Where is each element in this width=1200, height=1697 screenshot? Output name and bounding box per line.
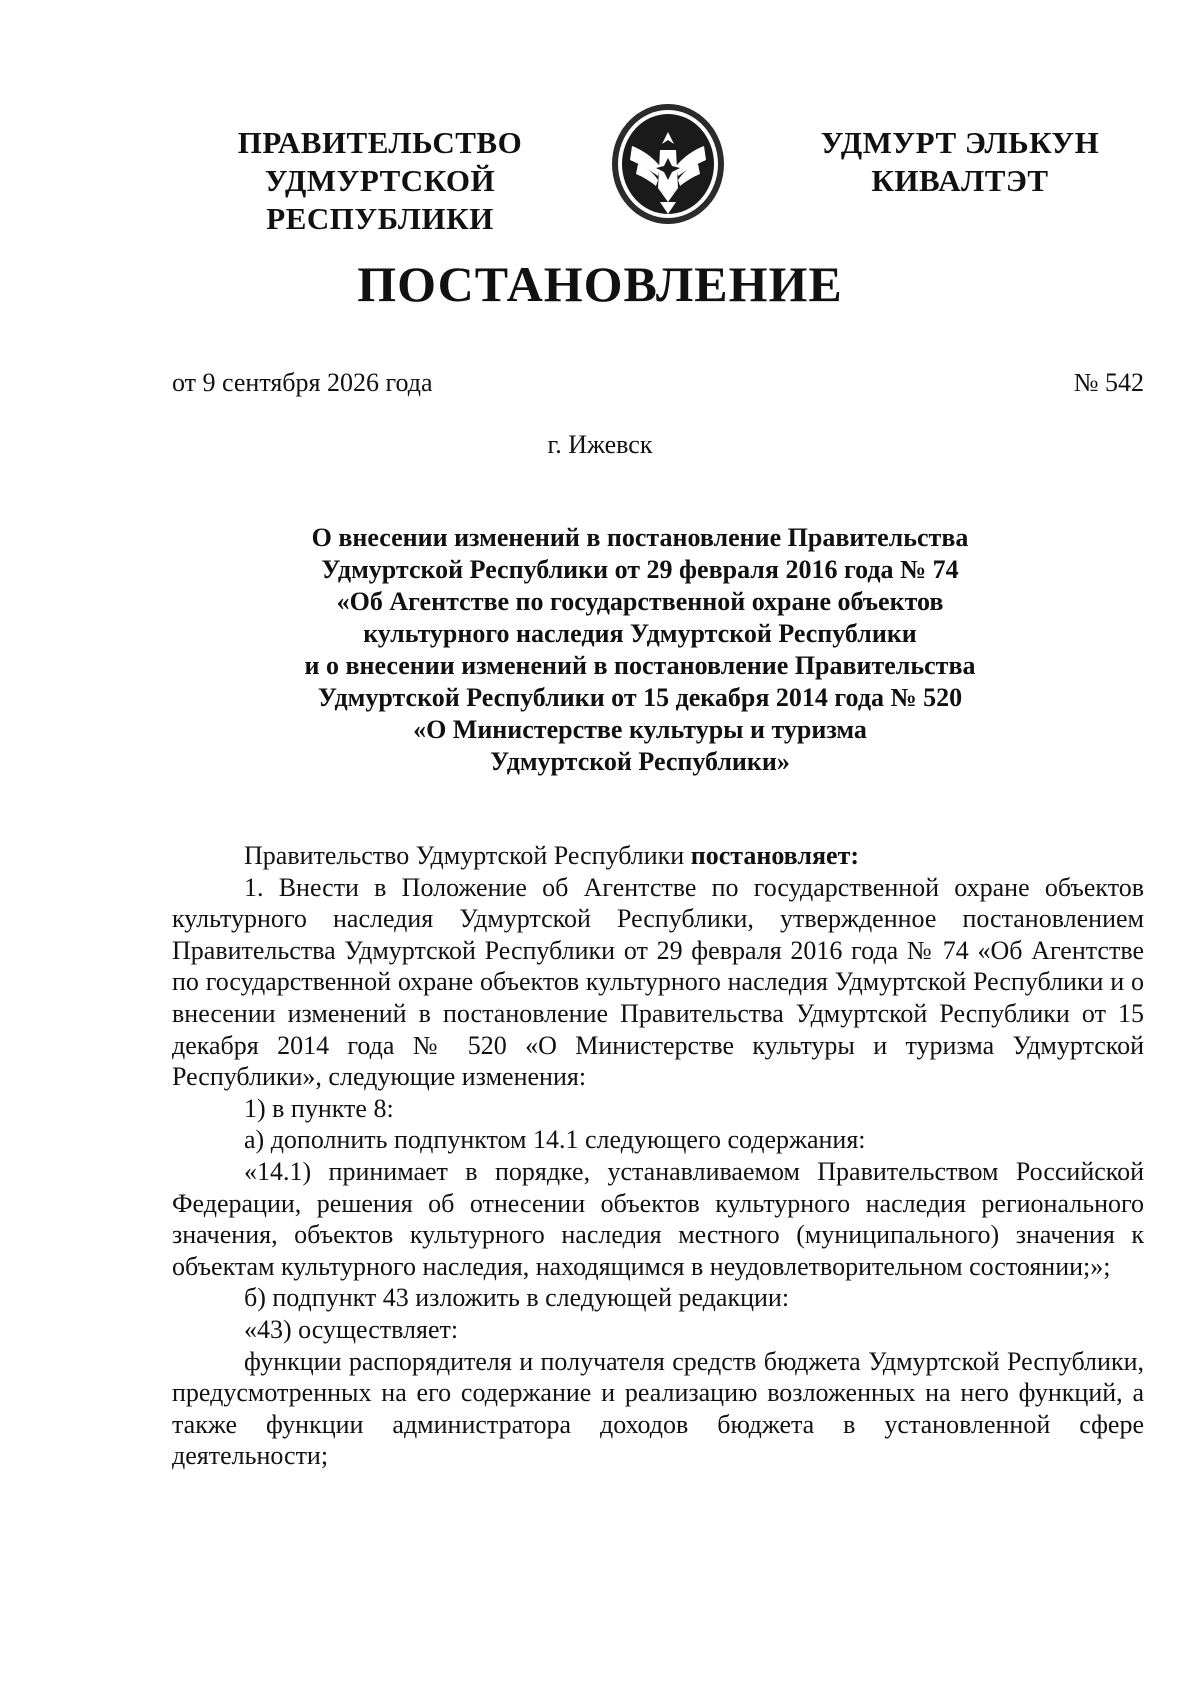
government-name-russian: [170, 124, 590, 238]
body-intro: [172, 840, 1144, 872]
date-number-row: [172, 368, 1144, 398]
government-name-line2: УДМУРТСКОЙ РЕСПУБЛИКИ: [264, 163, 496, 236]
document-city: г. Ижевск: [547, 430, 653, 459]
document-number: № 542: [1073, 368, 1144, 397]
title-line: Удмуртской Республики от 29 февраля 2016 года № 74: [321, 555, 959, 584]
title-line: О внесении изменений в постановление Правительства: [311, 523, 969, 552]
body-paragraph: б) подпункт 43 изложить в следующей редакции:: [244, 1283, 790, 1313]
title-line: и о внесении изменений в постановление Правительства: [304, 651, 976, 680]
body-paragraph: а) дополнить подпунктом 14.1 следующего содержания:: [244, 1125, 866, 1155]
title-line: «Об Агентстве по государственной охране объектов: [336, 587, 944, 616]
title-line: Удмуртской Республики»: [490, 747, 790, 776]
title-line: Удмуртской Республики от 15 декабря 2014 года № 520: [317, 683, 963, 712]
government-name-udmurt-line1: УДМУРТ ЭЛЬКУН: [820, 125, 1100, 160]
body-paragraph: 1. Внести в Положение об Агентстве по государственной охране объектов культурного наследия Удмуртской Республики, утвержденное постановлением Правительства Удмуртской Республики от 29 февраля 2016 года № 74 «Об Агентстве по государственной охране объектов культурного наследия Удмуртской Республики и о внесении изменений в постановление Правительства Удмуртской Республики от 15 декабря 2014 года № 520 «О Министерстве культуры и туризма Удмуртской Республики», следующие изменения:: [172, 872, 1144, 1092]
title-line: «О Министерстве культуры и туризма: [413, 715, 867, 744]
government-name-udmurt-line2: КИВАЛТЭТ: [871, 163, 1049, 198]
document-type: ПОСТАНОВЛЕНИЕ: [357, 256, 843, 312]
body-paragraph: «14.1) принимает в порядке, устанавливаемом Правительством Российской Федерации, решения об отнесении объектов культурного наследия регионального значения, объектов культурного наследия местного (муниципального) значения к объектам культурного наследия, находящимся в неудовлетворительном состоянии;»;: [172, 1156, 1144, 1281]
intro-verb: постановляет:: [690, 841, 859, 870]
document-title: [200, 522, 1080, 778]
intro-text: Правительство Удмуртской Республики: [244, 841, 691, 870]
body-paragraph: «43) осуществляет:: [244, 1314, 459, 1344]
government-name-line1: ПРАВИТЕЛЬСТВО: [237, 125, 523, 160]
title-line: культурного наследия Удмуртской Республики: [363, 619, 917, 648]
document-date: от 9 сентября 2026 года: [172, 368, 433, 397]
coat-of-arms-icon: [608, 102, 728, 226]
letterhead: [0, 124, 1200, 234]
government-name-udmurt: [790, 124, 1130, 200]
body-paragraph: 1) в пункте 8:: [244, 1093, 394, 1123]
document-body: [172, 840, 1144, 1472]
body-paragraph: функции распорядителя и получателя средств бюджета Удмуртской Республики, предусмотренных на его содержание и реализацию возложенных на него функций, а также функции администратора доходов бюджета в установленной сфере деятельности;: [172, 1346, 1144, 1471]
